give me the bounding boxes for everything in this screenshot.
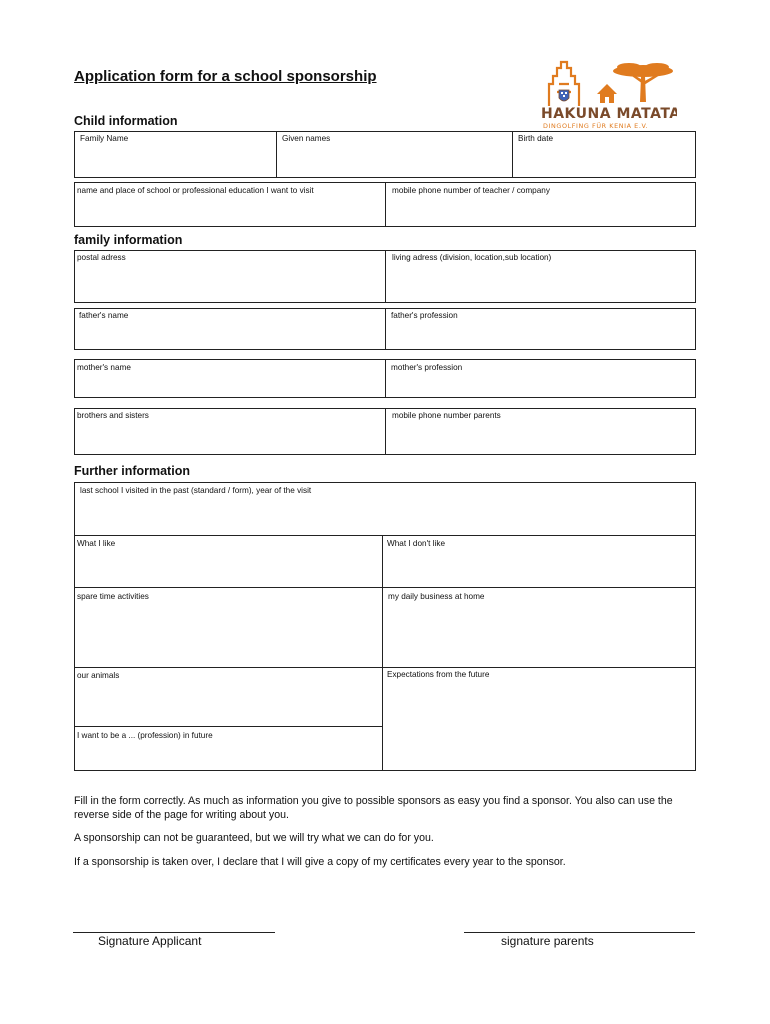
daily-business-field[interactable]	[382, 587, 696, 668]
future-profession-label: I want to be a ... (profession) in future	[77, 731, 213, 740]
parents-signature-line[interactable]	[464, 932, 695, 933]
daily-business-label: my daily business at home	[388, 592, 485, 601]
siblings-field[interactable]	[74, 408, 386, 455]
likes-label: What I like	[77, 539, 116, 548]
spare-time-label: spare time activities	[77, 592, 149, 601]
school-field[interactable]	[74, 182, 386, 227]
dislikes-field[interactable]	[382, 535, 696, 588]
hut-icon	[597, 84, 617, 103]
given-names-field[interactable]	[276, 131, 513, 178]
school-label: name and place of school or professional education I want to visit	[77, 186, 314, 195]
expectations-field[interactable]	[382, 667, 696, 771]
father-name-label: father's name	[79, 311, 129, 320]
section-heading-child: Child information	[74, 114, 178, 128]
siblings-label: brothers and sisters	[77, 411, 149, 420]
section-heading-further: Further information	[74, 464, 190, 478]
father-profession-label: father's profession	[391, 311, 458, 320]
mother-profession-label: mother's profession	[391, 363, 463, 372]
hakuna-matata-logo	[537, 54, 677, 130]
spare-time-field[interactable]	[74, 587, 383, 668]
logo-graphic	[537, 54, 677, 130]
postal-address-label: postal adress	[77, 253, 126, 262]
dislikes-label: What I don't like	[387, 539, 445, 548]
parents-signature-label: signature parents	[501, 934, 594, 948]
animals-label: our animals	[77, 671, 120, 680]
last-school-label: last school I visited in the past (standard / form), year of the visit	[80, 486, 312, 495]
section-heading-family: family information	[74, 233, 183, 247]
family-name-label: Family Name	[80, 134, 129, 143]
living-address-label: living adress (division, location,sub location)	[392, 253, 552, 262]
parents-phone-label: mobile phone number parents	[392, 411, 501, 420]
coat-of-arms-icon	[559, 90, 569, 101]
parents-phone-field[interactable]	[385, 408, 696, 455]
last-school-field[interactable]	[74, 482, 696, 536]
given-names-label: Given names	[282, 134, 331, 143]
father-name-field[interactable]	[74, 308, 386, 350]
mother-name-label: mother's name	[77, 363, 131, 372]
logo-subtitle: DINGOLFING FÜR KENIA E.V.	[543, 122, 649, 130]
living-address-field[interactable]	[385, 250, 696, 303]
mother-profession-field[interactable]	[385, 359, 696, 398]
animals-field[interactable]	[74, 667, 383, 727]
future-profession-field[interactable]	[74, 726, 383, 771]
father-profession-field[interactable]	[385, 308, 696, 350]
applicant-signature-label: Signature Applicant	[98, 934, 202, 948]
mother-name-field[interactable]	[74, 359, 386, 398]
note-no-guarantee: A sponsorship can not be guaranteed, but we will try what we can do for you.	[74, 832, 434, 844]
note-fill-in: Fill in the form correctly. As much as information you give to possible sponsors as easy you find a sponsor. You also can use the reverse side of the page for writing about you.	[74, 795, 673, 821]
postal-address-field[interactable]	[74, 250, 386, 303]
applicant-signature-line[interactable]	[73, 932, 275, 933]
expectations-label: Expectations from the future	[387, 670, 490, 679]
birth-date-field[interactable]	[512, 131, 696, 178]
acacia-tree-icon	[613, 63, 673, 102]
teacher-phone-field[interactable]	[385, 182, 696, 227]
teacher-phone-label: mobile phone number of teacher / company	[392, 186, 550, 195]
page-title: Application form for a school sponsorship	[74, 68, 377, 85]
birth-date-label: Birth date	[518, 134, 554, 143]
family-name-field[interactable]	[74, 131, 277, 178]
logo-name: HAKUNA MATATA	[541, 106, 677, 122]
likes-field[interactable]	[74, 535, 383, 588]
note-certificates: If a sponsorship is taken over, I declare that I will give a copy of my certificates every year to the sponsor.	[74, 856, 566, 868]
